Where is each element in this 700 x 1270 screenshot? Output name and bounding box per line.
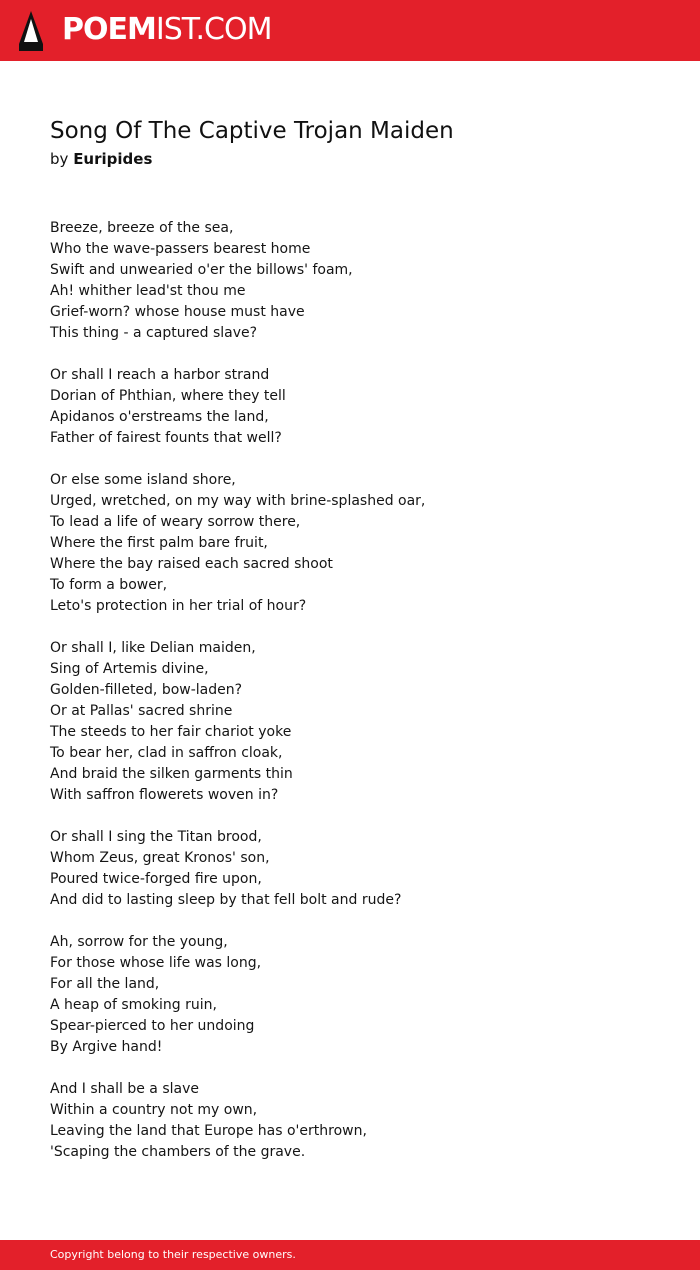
poem-line: And did to lasting sleep by that fell bolt and rude? (50, 892, 402, 908)
poem-line: Swift and unwearied o'er the billows' foam, (50, 262, 353, 278)
poem-line: Where the bay raised each sacred shoot (50, 556, 333, 572)
poem-body (50, 218, 670, 1184)
poem-title: Song Of The Captive Trojan Maiden (50, 118, 454, 144)
poem-line: For all the land, (50, 976, 160, 992)
poem-line: Golden-filleted, bow-laden? (50, 682, 243, 698)
poem-line: For those whose life was long, (50, 955, 262, 971)
poem-line: Or shall I sing the Titan brood, (50, 829, 262, 845)
poem-line: Whom Zeus, great Kronos' son, (50, 850, 270, 866)
copyright-text: Copyright belong to their respective owners. (50, 1248, 296, 1261)
poem-line: This thing - a captured slave? (50, 325, 258, 341)
poem-line: Spear-pierced to her undoing (50, 1018, 255, 1034)
poem-line: Or else some island shore, (50, 472, 236, 488)
poem-stanza (50, 218, 670, 344)
poem-line: Breeze, breeze of the sea, (50, 220, 234, 236)
poem-stanza (50, 638, 670, 806)
logo-bold-text: POEM (62, 12, 156, 47)
poem-line: Who the wave-passers bearest home (50, 241, 311, 257)
poem-line: Father of fairest founts that well? (50, 430, 282, 446)
by-label: by (50, 150, 69, 168)
poem-line: Poured twice-forged fire upon, (50, 871, 262, 887)
site-header (0, 0, 700, 61)
poem-line: Or shall I, like Delian maiden, (50, 640, 256, 656)
poem-line: Ah! whither lead'st thou me (50, 283, 246, 299)
poem-line: And I shall be a slave (50, 1081, 199, 1097)
poem-line: By Argive hand! (50, 1039, 163, 1055)
poem-line: Where the first palm bare fruit, (50, 535, 268, 551)
poem-line: Dorian of Phthian, where they tell (50, 388, 286, 404)
poem-stanza (50, 827, 670, 911)
poem-line: Leaving the land that Europe has o'erthrown, (50, 1123, 367, 1139)
site-footer (0, 1240, 700, 1270)
poem-line: And braid the silken garments thin (50, 766, 293, 782)
pencil-tip-icon[interactable] (18, 10, 44, 52)
poem-line: To form a bower, (50, 577, 168, 593)
poem-line: Or shall I reach a harbor strand (50, 367, 270, 383)
poem-line: To lead a life of weary sorrow there, (50, 514, 301, 530)
poem-byline (50, 149, 152, 169)
poem-line: Grief-worn? whose house must have (50, 304, 305, 320)
poem-author: Euripides (73, 150, 153, 168)
poem-line: Leto's protection in her trial of hour? (50, 598, 307, 614)
poem-line: To bear her, clad in saffron cloak, (50, 745, 283, 761)
site-logo[interactable] (62, 10, 271, 50)
poem-line: A heap of smoking ruin, (50, 997, 217, 1013)
poem-stanza (50, 932, 670, 1058)
poem-line: Ah, sorrow for the young, (50, 934, 228, 950)
poem-line: Urged, wretched, on my way with brine-splashed oar, (50, 493, 426, 509)
poem-line: Sing of Artemis divine, (50, 661, 209, 677)
logo-light-text: IST.COM (155, 12, 272, 47)
poem-line: Or at Pallas' sacred shrine (50, 703, 233, 719)
poem-stanza (50, 365, 670, 449)
poem-stanza (50, 1079, 670, 1163)
poem-stanza (50, 470, 670, 617)
poem-line: With saffron flowerets woven in? (50, 787, 279, 803)
poem-line: 'Scaping the chambers of the grave. (50, 1144, 306, 1160)
poem-line: The steeds to her fair chariot yoke (50, 724, 292, 740)
poem-line: Apidanos o'erstreams the land, (50, 409, 269, 425)
poem-line: Within a country not my own, (50, 1102, 258, 1118)
